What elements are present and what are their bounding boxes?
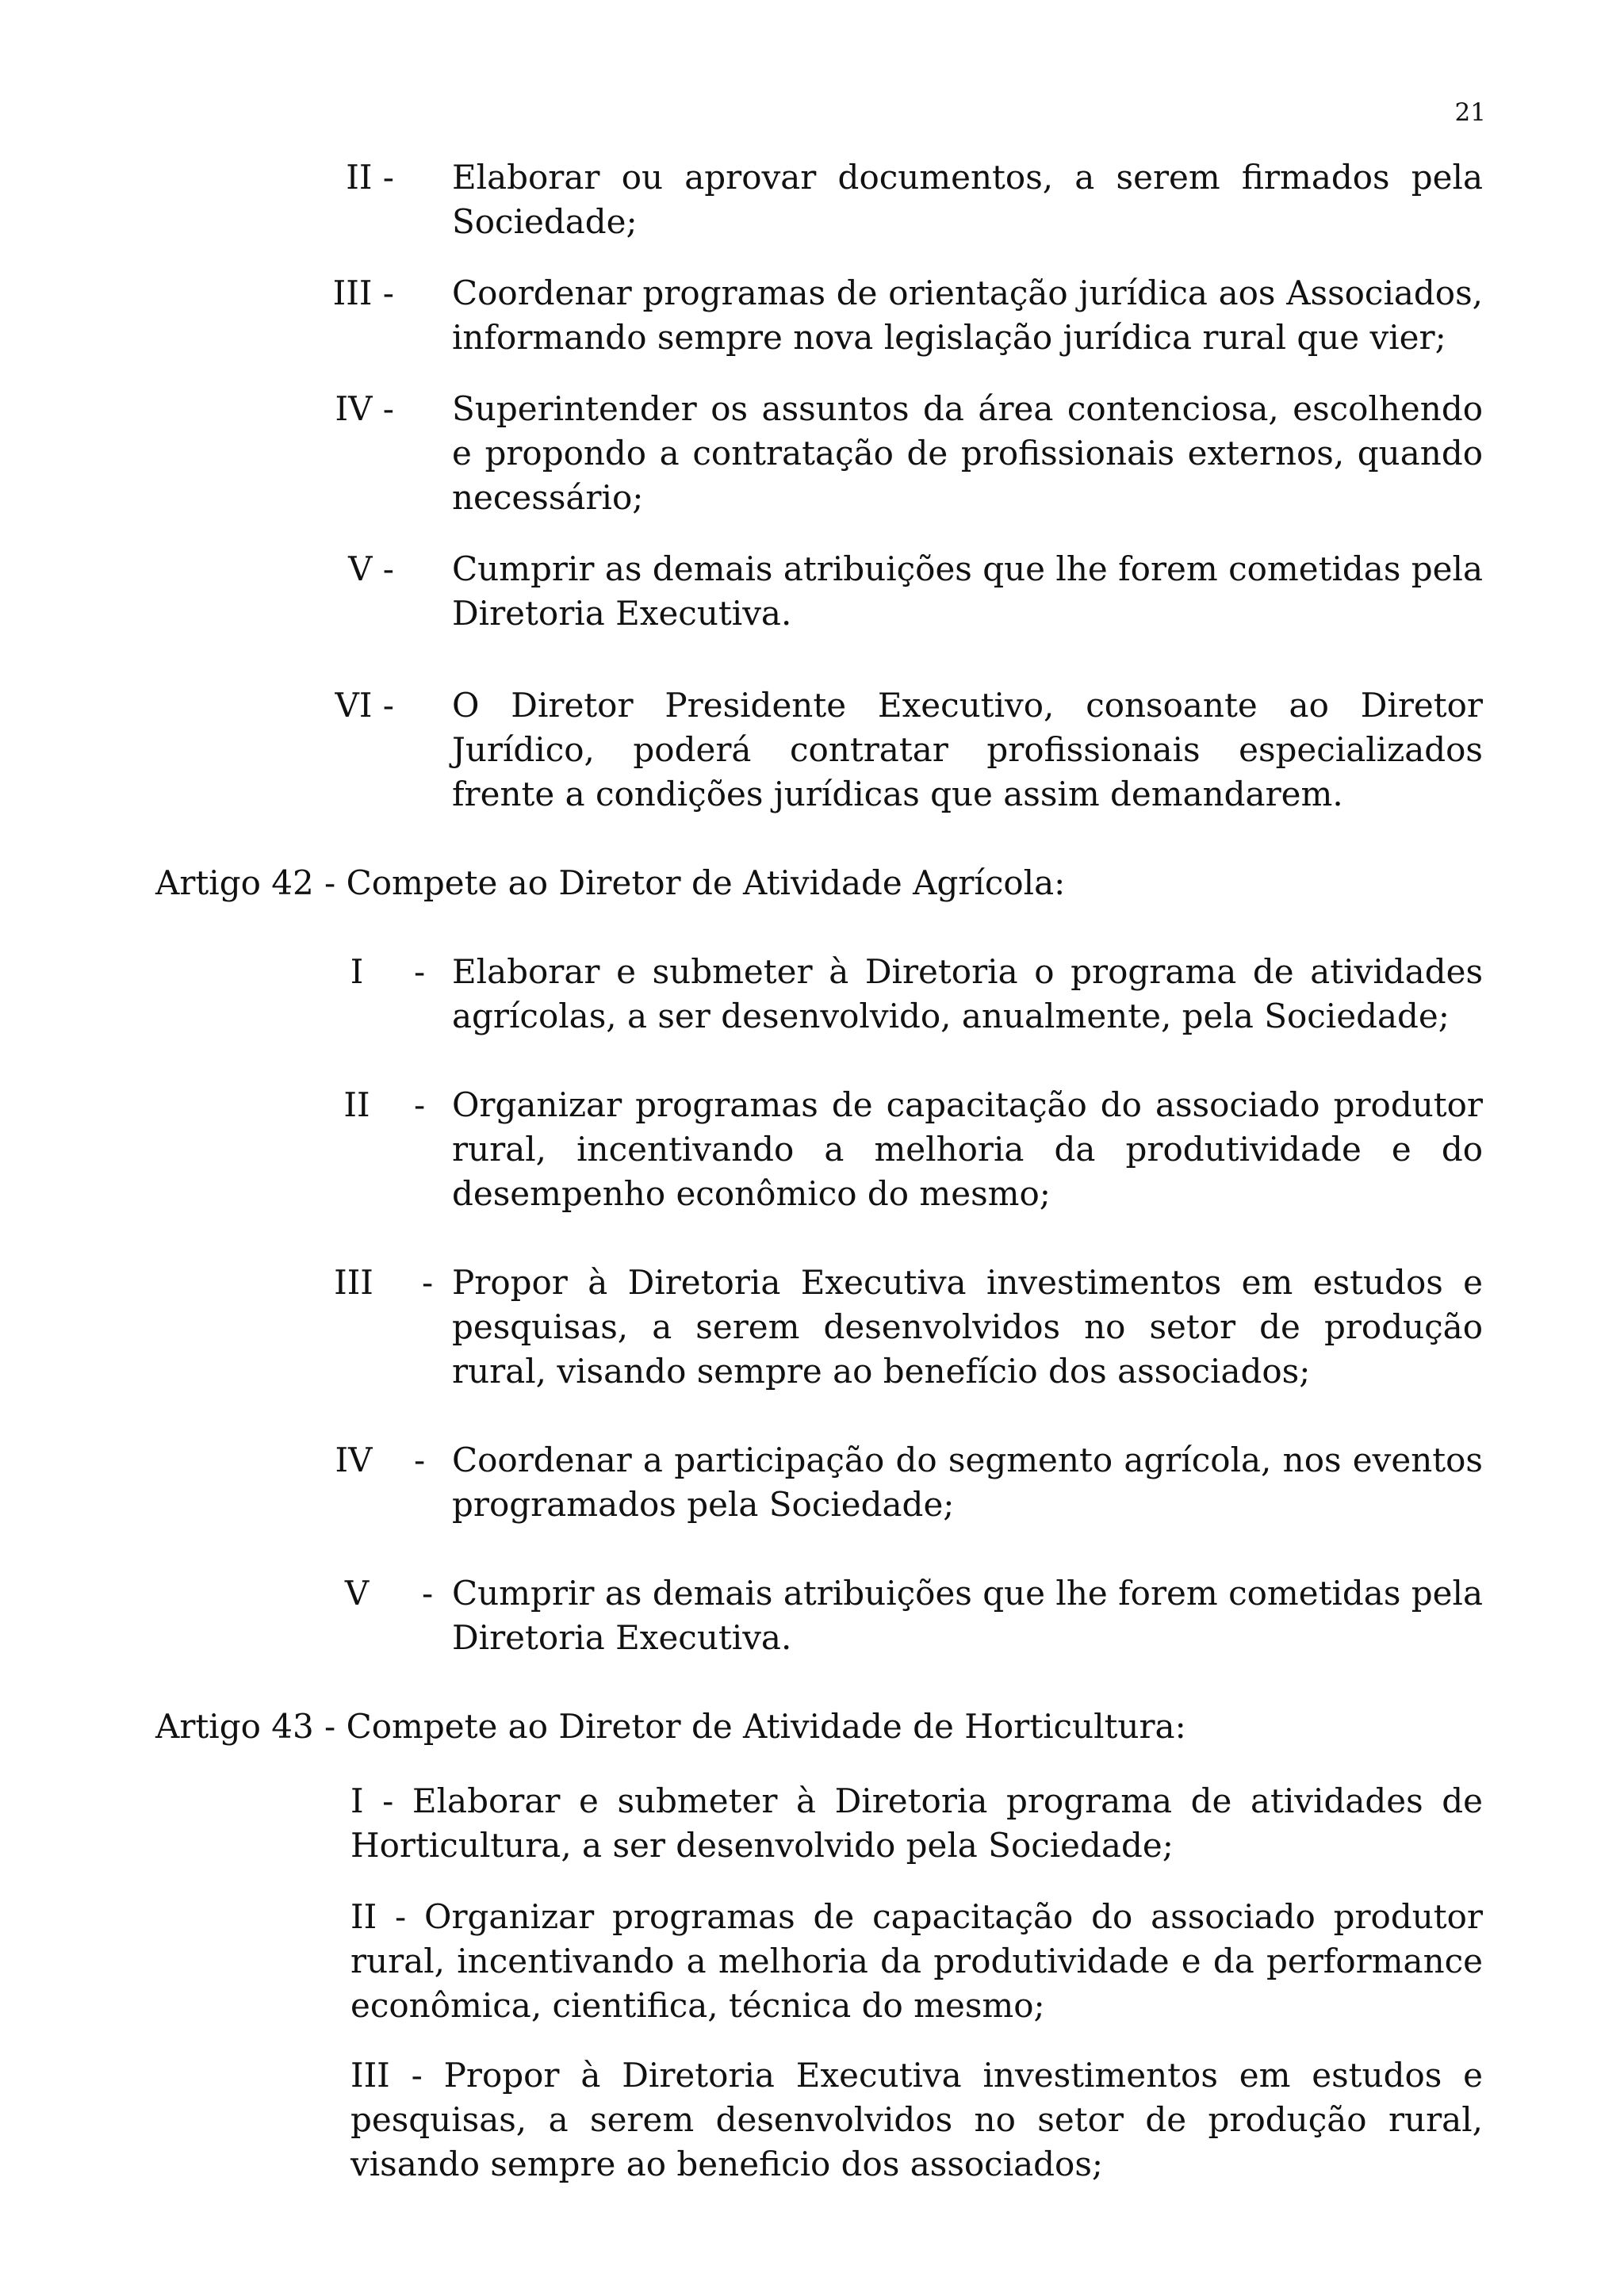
list-item: II - Organizar programas de capacitação do associado produtor rural, incentivando a melhoria da produtividade e da performance econômica, cientifica, técnica do mesmo;	[350, 1897, 1483, 2025]
item-text: Coordenar programas de orientação jurídica aos Associados, informando sempre nova legislação jurídica rural que vier;	[452, 274, 1483, 357]
item-label: II -	[346, 158, 394, 197]
item-number: IV	[335, 1441, 373, 1479]
item-dash: -	[422, 1263, 434, 1302]
item-label: V -	[348, 549, 394, 588]
item-label: IV -	[335, 389, 394, 428]
artigo-42-heading: Artigo 42 - Compete ao Diretor de Atividade Agrícola:	[155, 863, 1066, 902]
item-dash: -	[414, 1085, 426, 1124]
list-item: III - Propor à Diretoria Executiva investimentos em estudos e pesquisas, a serem desenvolvidos no setor de produção rural, visando sempre ao beneficio dos associados;	[350, 2056, 1483, 2183]
page-number: 21	[1454, 98, 1486, 127]
item-number: I	[350, 952, 364, 991]
item-text: Superintender os assuntos da área contenciosa, escolhendo e propondo a contratação de profissionais externos, quando necessário;	[452, 389, 1483, 517]
list-item: I - Elaborar e submeter à Diretoria programa de atividades de Horticultura, a ser desenvolvido pela Sociedade;	[350, 1781, 1483, 1865]
item-text: Propor à Diretoria Executiva investimentos em estudos e pesquisas, a serem desenvolvidos no setor de produção rural, visando sempre ao benefício dos associados;	[452, 1263, 1483, 1391]
item-text: Elaborar e submeter à Diretoria o programa de atividades agrícolas, a ser desenvolvido, anualmente, pela Sociedade;	[452, 952, 1483, 1035]
item-dash: -	[422, 1574, 434, 1613]
item-label: VI -	[335, 686, 394, 725]
item-text: Coordenar a participação do segmento agrícola, nos eventos programados pela Sociedade;	[452, 1441, 1483, 1524]
item-text: Cumprir as demais atribuições que lhe forem cometidas pela Diretoria Executiva.	[452, 1574, 1483, 1657]
item-dash: -	[414, 1441, 426, 1479]
item-text: O Diretor Presidente Executivo, consoante ao Diretor Jurídico, poderá contratar profissionais especializados frente a condições jurídicas que assim demandarem.	[452, 686, 1483, 813]
item-text: Organizar programas de capacitação do associado produtor rural, incentivando a melhoria da produtividade e do desempenho econômico do mesmo;	[452, 1085, 1483, 1213]
item-number: V	[344, 1574, 370, 1613]
item-dash: -	[414, 952, 426, 991]
item-number: III	[334, 1263, 373, 1302]
item-text: Elaborar ou aprovar documentos, a serem firmados pela Sociedade;	[452, 158, 1483, 241]
item-label: III -	[332, 274, 394, 312]
item-text: Cumprir as demais atribuições que lhe forem cometidas pela Diretoria Executiva.	[452, 549, 1483, 633]
item-number: II	[343, 1085, 370, 1124]
artigo-43-heading: Artigo 43 - Compete ao Diretor de Atividade de Horticultura:	[155, 1707, 1186, 1746]
